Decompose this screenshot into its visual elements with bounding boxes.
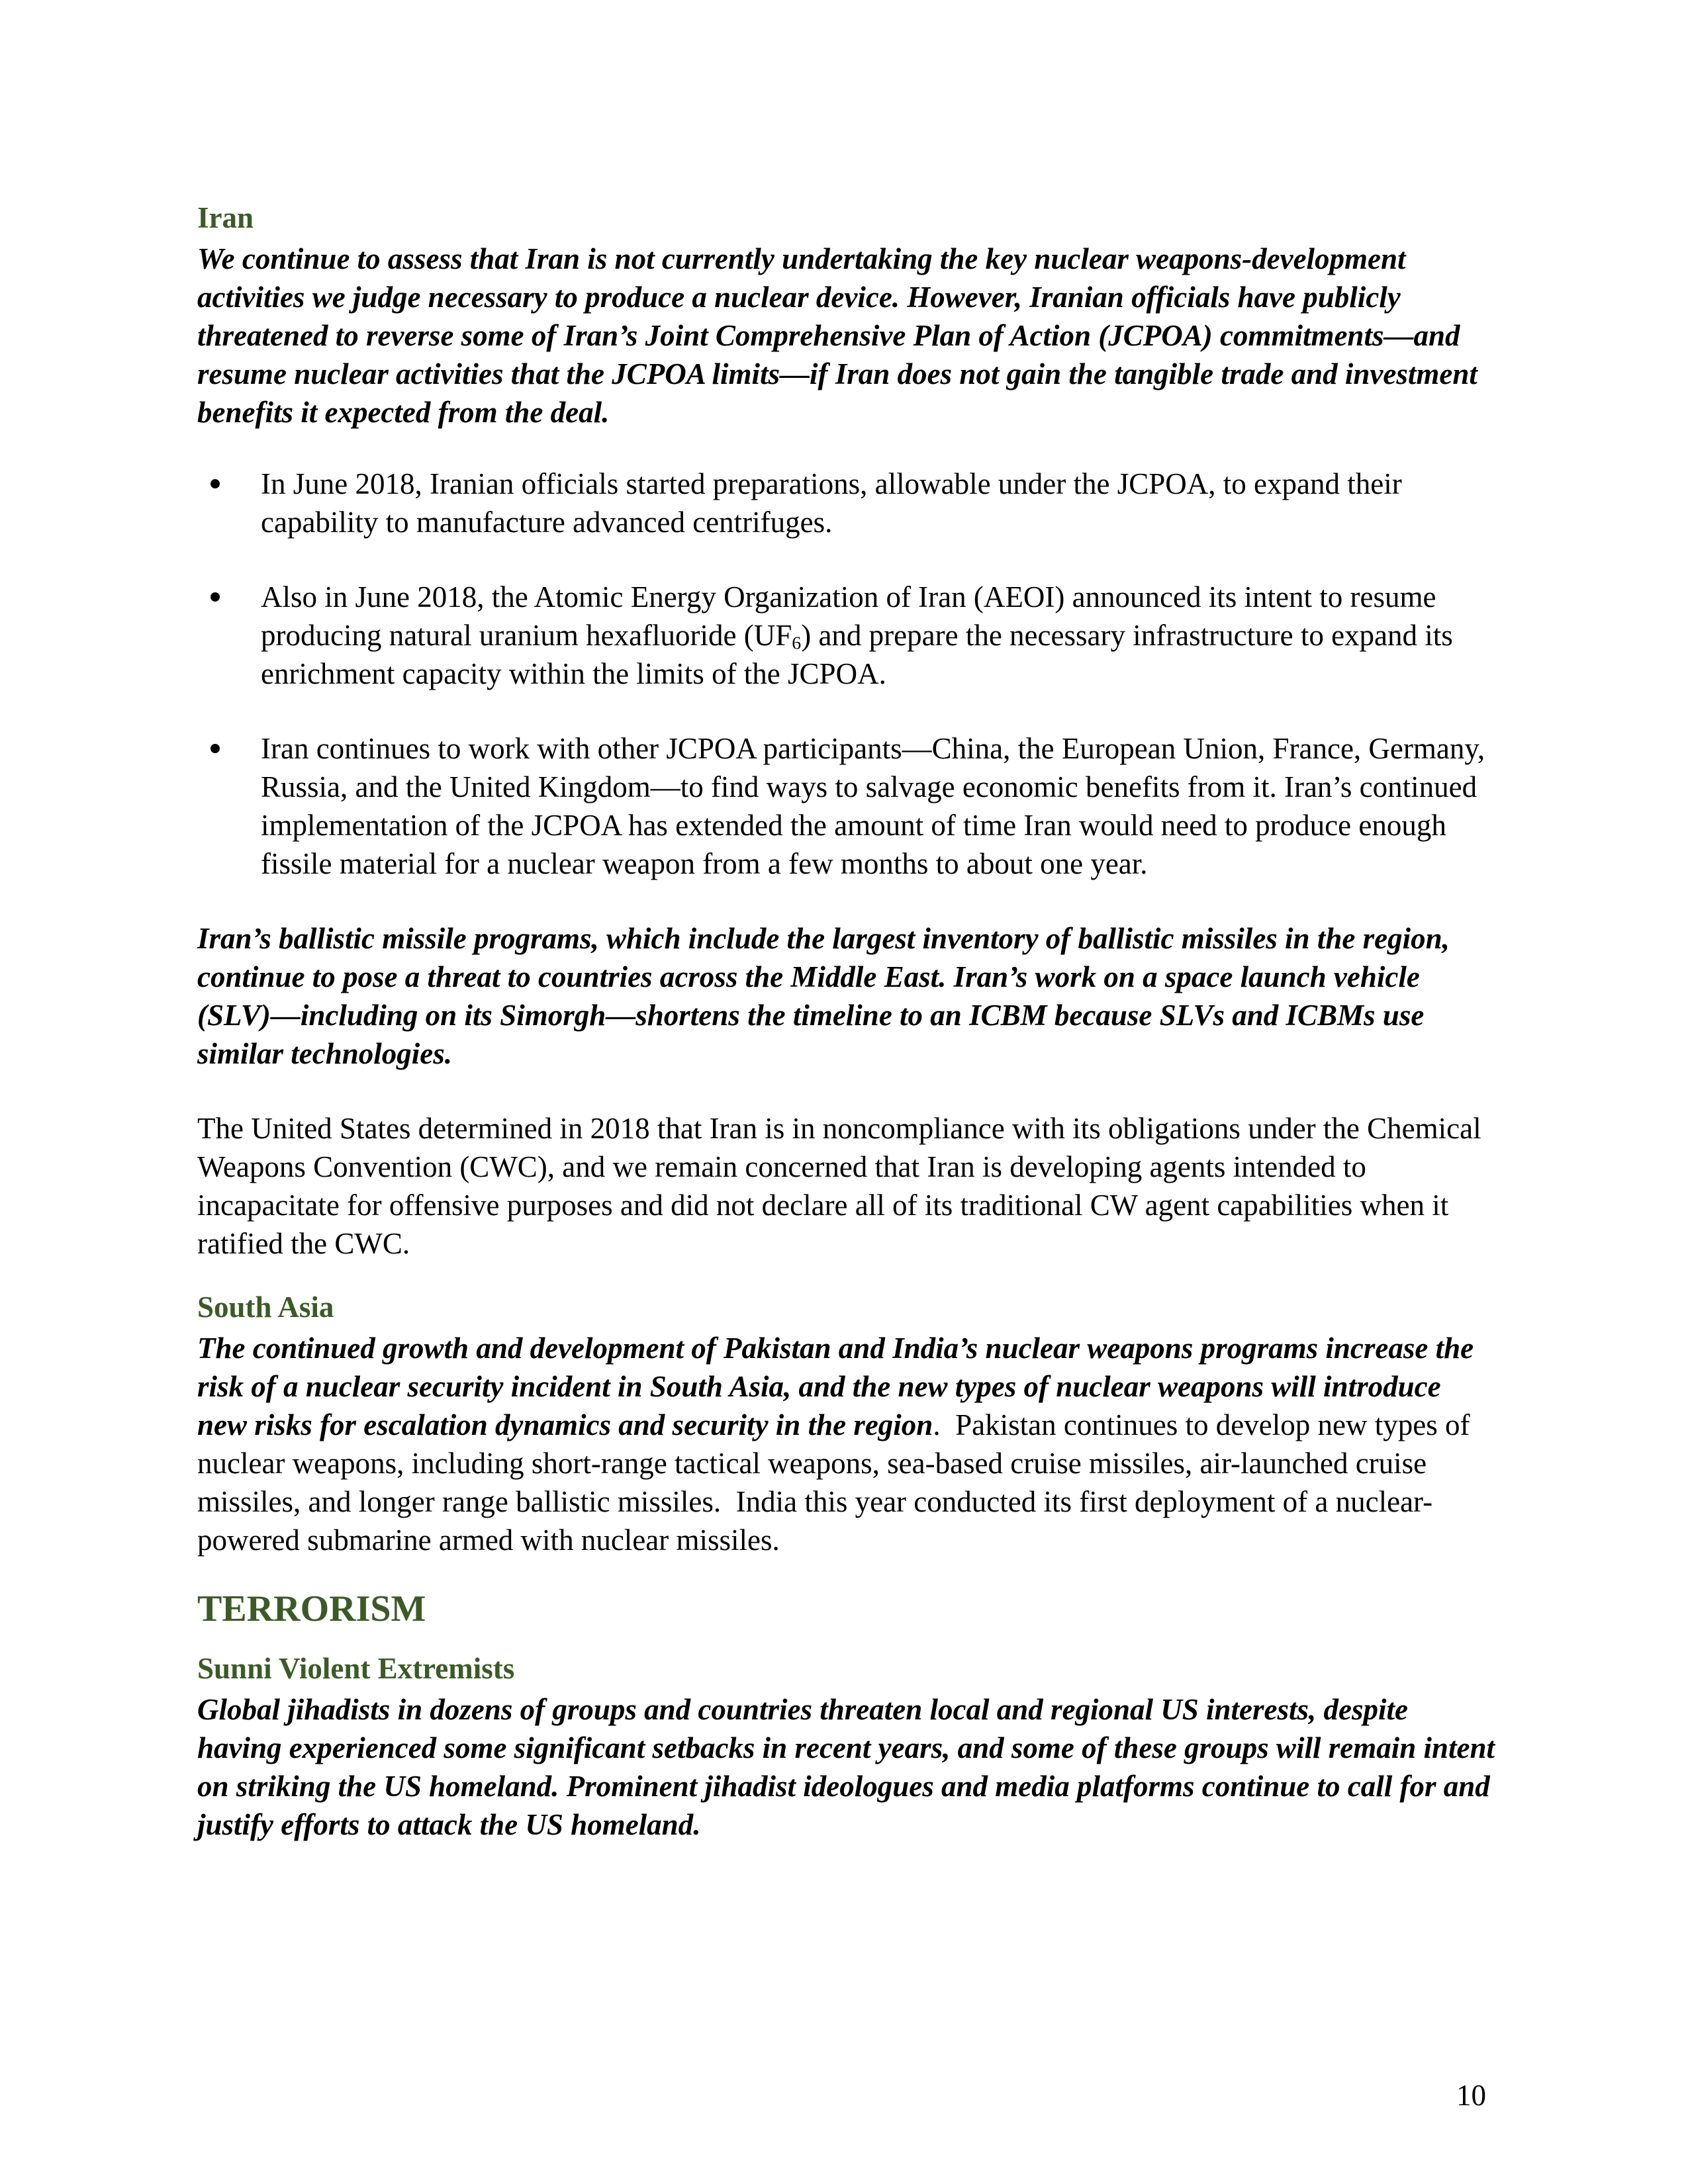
- subscript-six: 6: [792, 633, 802, 654]
- sunni-extremists-heading: Sunni Violent Extremists: [197, 1652, 515, 1685]
- document-page: [197, 199, 1495, 1844]
- south-asia-body: Pakistan continues to develop new types of nuclear weapons, including short-range tactical weapons, sea-based cruise missiles, air-launched cruise missiles, and longer range ballistic missiles. India this year conducted its first deployment of a nuclear-powered submarine armed with nuclear missiles.: [197, 1408, 1477, 1557]
- terrorism-lead-paragraph: Global jihadists in dozens of groups and countries threaten local and regional US interests, despite having experienced some significant setbacks in recent years, and some of these groups will remain intent on striking the US homeland. Prominent jihadist ideologues and media platforms continue to call for and justify efforts to attack the US homeland.: [197, 1693, 1495, 1841]
- page-number: 10: [1456, 2079, 1486, 2112]
- bullet-icon: [211, 592, 220, 602]
- bullet-icon: [211, 744, 220, 753]
- bullet-text: Iran continues to work with other JCPOA participants—China, the European Union, France, Germany, Russia, and the United Kingdom—to find ways to salvage economic benefits from it. Iran’s continued implementation of the JCPOA has extended the amount of time Iran would need to produce enough fissile material for a nuclear weapon from a few months to about one year.: [261, 732, 1485, 880]
- south-asia-heading: South Asia: [197, 1291, 334, 1324]
- iran-bullet-list: [197, 465, 1495, 883]
- iran-cwc-paragraph: The United States determined in 2018 that Iran is in noncompliance with its obligations under the Chemical Weapons Convention (CWC), and we remain concerned that Iran is developing agents intended to incapacitate for offensive purposes and did not declare all of its traditional CW agent capabilities when it ratified the CWC.: [197, 1112, 1481, 1260]
- south-asia-lead-period: .: [933, 1408, 941, 1441]
- south-asia-paragraph: [197, 1329, 1495, 1559]
- bullet-item: [197, 578, 1495, 693]
- south-asia-lead: The continued growth and development of Pakistan and India’s nuclear weapons programs increase the risk of a nuclear security incident in South Asia, and the new types of nuclear weapons will introduce new risks for escalation dynamics and security in the region: [197, 1332, 1474, 1441]
- iran-lead-paragraph: We continue to assess that Iran is not currently undertaking the key nuclear weapons-development activities we judge necessary to produce a nuclear device. However, Iranian officials have publicly threatened to reverse some of Iran’s Joint Comprehensive Plan of Action (JCPOA) commitments—and resume nuclear activities that the JCPOA limits—if Iran does not gain the tangible trade and investment benefits it expected from the deal.: [197, 242, 1477, 429]
- bullet-item: [197, 465, 1495, 541]
- bullet-text-end: ) and prepare the necessary infrastructure to expand its enrichment capacity within the limits of the JCPOA.: [261, 619, 1453, 690]
- iran-heading: Iran: [197, 201, 254, 234]
- bullet-item: [197, 729, 1495, 883]
- bullet-text: In June 2018, Iranian officials started preparations, allowable under the JCPOA, to expand their capability to manufacture advanced centrifuges.: [261, 467, 1402, 539]
- bullet-text-start: Also in June 2018, the Atomic Energy Organization of Iran (AEOI) announced its intent to resume producing natural uranium hexafluoride (UF: [261, 580, 1436, 652]
- iran-missile-lead: Iran’s ballistic missile programs, which include the largest inventory of ballistic missiles in the region, continue to pose a threat to countries across the Middle East. Iran’s work on a space launch vehicle (SLV)—including on its Simorgh—shortens the timeline to an ICBM because SLVs and ICBMs use similar technologies.: [197, 922, 1450, 1070]
- terrorism-heading: TERRORISM: [197, 1588, 426, 1629]
- bullet-icon: [211, 479, 220, 488]
